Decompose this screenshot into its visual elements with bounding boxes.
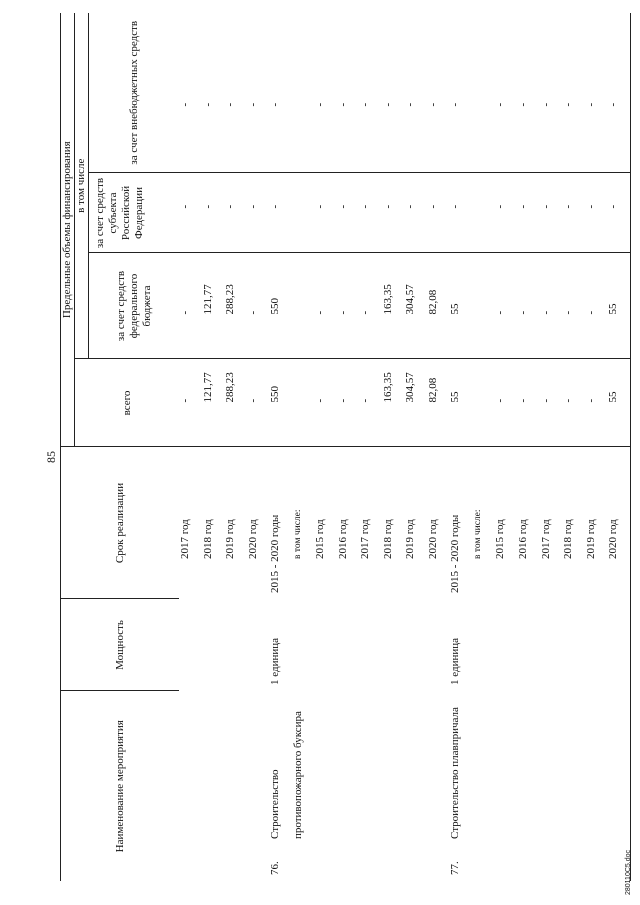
extrabudget-cell: - — [382, 13, 405, 173]
table-row — [607, 13, 630, 881]
regional-cell — [292, 173, 315, 253]
period-cell: 2015 - 2020 годы — [449, 514, 462, 593]
header-extrabudget: за счет внебюджетных средств — [89, 13, 180, 173]
capacity-cell — [382, 599, 405, 691]
federal-cell — [292, 253, 315, 359]
period-cell: 2015 год — [314, 519, 327, 559]
table-row — [449, 13, 472, 881]
federal-cell: - — [517, 253, 540, 359]
period-cell: 2018 год — [562, 519, 575, 559]
table-row — [292, 13, 315, 881]
regional-cell: - — [202, 173, 225, 253]
capacity-cell — [247, 599, 270, 691]
table-row — [517, 13, 540, 881]
capacity-cell — [607, 599, 630, 691]
row-number: 77. — [449, 861, 462, 875]
name-cell — [404, 691, 427, 881]
extrabudget-cell: - — [224, 13, 247, 173]
federal-cell: - — [540, 253, 563, 359]
regional-cell: - — [314, 173, 337, 253]
federal-cell: 55 — [607, 253, 630, 359]
capacity-cell — [179, 599, 202, 691]
total-cell: - — [517, 359, 540, 447]
federal-cell — [472, 253, 495, 359]
table-row — [472, 13, 495, 881]
regional-cell: - — [540, 173, 563, 253]
period-cell: 2016 год — [336, 519, 349, 559]
name-cell — [427, 691, 450, 881]
regional-cell: - — [449, 173, 472, 253]
federal-cell: 82,08 — [427, 253, 450, 359]
extrabudget-cell — [292, 13, 315, 173]
table-row — [585, 13, 608, 881]
capacity-cell — [517, 599, 540, 691]
table-row — [359, 13, 382, 881]
name-cell — [472, 691, 495, 881]
capacity-cell — [585, 599, 608, 691]
table-row — [404, 13, 427, 881]
name-cell — [449, 691, 472, 881]
period-cell: в том числе: — [292, 509, 303, 559]
federal-cell: - — [179, 253, 202, 359]
name-cell — [202, 691, 225, 881]
capacity-cell — [472, 599, 495, 691]
name-cell — [382, 691, 405, 881]
header-capacity: Мощность — [61, 599, 180, 691]
table-body — [179, 13, 631, 881]
total-cell: 55 — [449, 359, 472, 447]
regional-cell: - — [269, 173, 292, 253]
extrabudget-cell: - — [494, 13, 517, 173]
name-cell — [517, 691, 540, 881]
capacity-cell — [202, 599, 225, 691]
total-cell: 288,23 — [224, 359, 247, 447]
capacity-cell — [562, 599, 585, 691]
capacity-cell — [427, 599, 450, 691]
name-cell — [292, 691, 315, 881]
row-name: Строительство плавпричала — [449, 707, 462, 839]
header-limits: Предельные объемы финансирования — [61, 13, 75, 447]
regional-cell: - — [224, 173, 247, 253]
regional-cell: - — [337, 173, 360, 253]
regional-cell: - — [247, 173, 270, 253]
period-cell: 2016 год — [516, 519, 529, 559]
total-cell: 163,35 — [382, 359, 405, 447]
total-cell: - — [540, 359, 563, 447]
federal-cell: - — [337, 253, 360, 359]
federal-cell: 304,57 — [404, 253, 427, 359]
federal-cell: - — [314, 253, 337, 359]
extrabudget-cell: - — [179, 13, 202, 173]
header-total: всего — [75, 359, 180, 447]
regional-cell: - — [382, 173, 405, 253]
table-row — [269, 13, 292, 881]
capacity-cell — [314, 599, 337, 691]
period-cell: 2017 год — [539, 519, 552, 559]
table-row — [337, 13, 360, 881]
extrabudget-cell: - — [517, 13, 540, 173]
regional-cell: - — [359, 173, 382, 253]
table-row — [224, 13, 247, 881]
name-cell — [607, 691, 630, 881]
total-cell: - — [179, 359, 202, 447]
total-cell: - — [359, 359, 382, 447]
period-cell: 2020 год — [426, 519, 439, 559]
period-cell: 2020 год — [607, 519, 620, 559]
period-cell: 2015 год — [494, 519, 507, 559]
period-cell: 2019 год — [404, 519, 417, 559]
header-regional: за счет средств субъекта Российской Федерации — [89, 173, 152, 253]
capacity-cell — [337, 599, 360, 691]
federal-cell: - — [585, 253, 608, 359]
period-cell: 2020 год — [246, 519, 259, 559]
period-cell: 2018 год — [381, 519, 394, 559]
name-cell — [540, 691, 563, 881]
name-cell — [494, 691, 517, 881]
total-cell: 82,08 — [427, 359, 450, 447]
name-cell — [359, 691, 382, 881]
row-name: противопожарного буксира — [291, 711, 304, 839]
table-row — [202, 13, 225, 881]
total-cell: 550 — [269, 359, 292, 447]
capacity-cell — [404, 599, 427, 691]
federal-cell: 288,23 — [224, 253, 247, 359]
row-name: Строительство — [269, 769, 282, 839]
federal-cell: 163,35 — [382, 253, 405, 359]
period-cell: 2018 год — [201, 519, 214, 559]
regional-cell: - — [607, 173, 630, 253]
period-cell: 2019 год — [584, 519, 597, 559]
regional-cell: - — [517, 173, 540, 253]
capacity-cell — [540, 599, 563, 691]
extrabudget-cell: - — [314, 13, 337, 173]
name-cell — [314, 691, 337, 881]
extrabudget-cell: - — [540, 13, 563, 173]
extrabudget-cell: - — [427, 13, 450, 173]
period-cell: 2019 год — [224, 519, 237, 559]
extrabudget-cell: - — [202, 13, 225, 173]
extrabudget-cell: - — [247, 13, 270, 173]
header-period: Срок реализации — [61, 447, 180, 599]
name-cell — [224, 691, 247, 881]
federal-cell: - — [247, 253, 270, 359]
capacity-cell — [224, 599, 247, 691]
capacity-cell — [494, 599, 517, 691]
total-cell: - — [247, 359, 270, 447]
extrabudget-cell: - — [607, 13, 630, 173]
total-cell: - — [494, 359, 517, 447]
name-cell — [585, 691, 608, 881]
table-row — [540, 13, 563, 881]
table-row — [179, 13, 202, 881]
federal-cell: 550 — [269, 253, 292, 359]
name-cell — [337, 691, 360, 881]
financing-table — [60, 13, 631, 881]
federal-cell: 121,77 — [202, 253, 225, 359]
period-cell: в том числе: — [472, 509, 483, 559]
regional-cell: - — [585, 173, 608, 253]
regional-cell — [472, 173, 495, 253]
total-cell: 121,77 — [202, 359, 225, 447]
federal-cell: 55 — [449, 253, 472, 359]
capacity-cell — [292, 599, 315, 691]
name-cell — [247, 691, 270, 881]
regional-cell: - — [427, 173, 450, 253]
table-row — [382, 13, 405, 881]
extrabudget-cell: - — [449, 13, 472, 173]
page-number: 85 — [44, 451, 58, 463]
extrabudget-cell: - — [269, 13, 292, 173]
total-cell: - — [314, 359, 337, 447]
table-row — [494, 13, 517, 881]
regional-cell: - — [562, 173, 585, 253]
name-cell — [562, 691, 585, 881]
regional-cell: - — [494, 173, 517, 253]
document-code: 280110С5.doc — [625, 849, 632, 895]
total-cell: 55 — [607, 359, 630, 447]
capacity-cell — [359, 599, 382, 691]
regional-cell: - — [404, 173, 427, 253]
federal-cell: - — [494, 253, 517, 359]
extrabudget-cell: - — [404, 13, 427, 173]
header-name: Наименование мероприятия — [113, 720, 126, 853]
regional-cell: - — [179, 173, 202, 253]
total-cell: - — [562, 359, 585, 447]
header-federal: за счет средств федерального бюджета — [89, 253, 180, 359]
extrabudget-cell: - — [359, 13, 382, 173]
row-number: 76. — [269, 861, 282, 875]
table-row — [427, 13, 450, 881]
period-cell: 2017 год — [179, 519, 191, 559]
name-cell — [179, 691, 202, 881]
extrabudget-cell — [472, 13, 495, 173]
extrabudget-cell: - — [337, 13, 360, 173]
total-cell: - — [337, 359, 360, 447]
table-row — [314, 13, 337, 881]
federal-cell: - — [359, 253, 382, 359]
total-cell — [472, 359, 495, 447]
capacity-cell: 1 единица — [449, 637, 462, 685]
table-row — [562, 13, 585, 881]
period-cell: 2015 - 2020 годы — [269, 514, 282, 593]
total-cell — [292, 359, 315, 447]
header-regional-spacer — [151, 173, 179, 253]
table-row — [247, 13, 270, 881]
capacity-cell: 1 единица — [269, 637, 282, 685]
extrabudget-cell: - — [585, 13, 608, 173]
federal-cell: - — [562, 253, 585, 359]
header-including: в том числе — [75, 13, 89, 359]
extrabudget-cell: - — [562, 13, 585, 173]
name-cell — [269, 691, 292, 881]
total-cell: 304,57 — [404, 359, 427, 447]
total-cell: - — [585, 359, 608, 447]
period-cell: 2017 год — [359, 519, 372, 559]
